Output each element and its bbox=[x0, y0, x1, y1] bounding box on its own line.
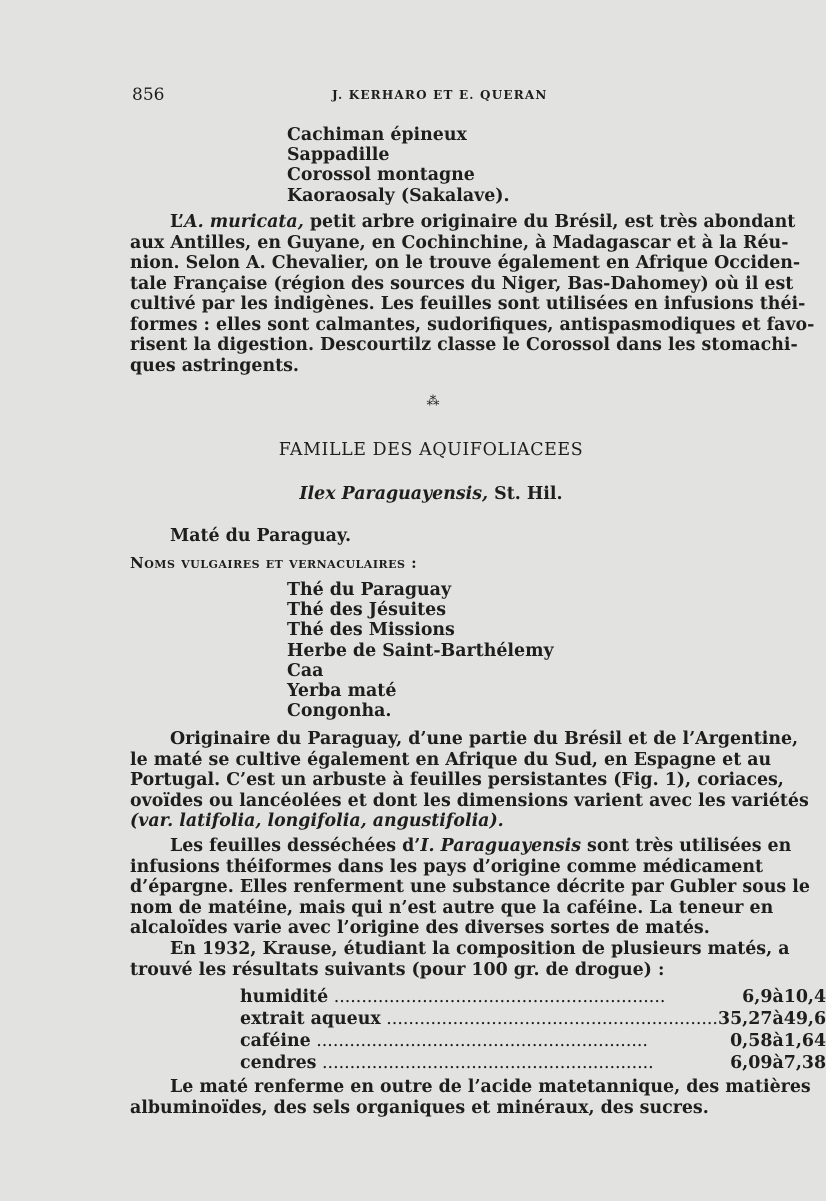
list-item: Yerba maté bbox=[287, 680, 397, 701]
text-line: infusions théiformes dans les pays d’origine comme médicament bbox=[130, 856, 764, 877]
table-row bbox=[240, 1052, 826, 1074]
row-separator: à bbox=[772, 1053, 784, 1073]
leader-dots: ............................................................ bbox=[310, 1031, 648, 1051]
row-max-value: 49,6 bbox=[783, 1009, 826, 1029]
row-min-value: 35,27 bbox=[717, 1009, 773, 1029]
text-line: Le maté renferme en outre de l’acide matetannique, des matières bbox=[170, 1077, 811, 1097]
page-header bbox=[132, 85, 732, 107]
leader-dots: ............................................................ bbox=[316, 1053, 654, 1073]
leaves-paragraph bbox=[130, 836, 810, 939]
noms-heading: Noms vulgaires et vernaculaires : bbox=[130, 554, 418, 572]
list-item: Corossol montagne bbox=[287, 165, 475, 186]
text-line: risent la digestion. Descourtilz classe le Corossol dans les stomachi- bbox=[130, 335, 798, 355]
list-item: Herbe de Saint-Barthélemy bbox=[287, 640, 554, 661]
row-label: cendres ............................................................ bbox=[240, 1053, 654, 1073]
running-head: J. KERHARO ET E. QUERAN bbox=[332, 88, 548, 102]
page-number: 856 bbox=[132, 85, 165, 105]
section-separator-asterism: ⁂ bbox=[426, 394, 440, 409]
species-italic: I. Paraguayensis bbox=[420, 836, 581, 856]
text-line: d’épargne. Elles renferment une substance décrite par Gubler sous le bbox=[130, 877, 810, 897]
results-table bbox=[240, 986, 826, 1074]
text-line: formes : elles sont calmantes, sudorifiques, antispasmodiques et favo- bbox=[130, 314, 815, 335]
origin-paragraph bbox=[130, 729, 809, 832]
annona-paragraph bbox=[130, 212, 815, 376]
text-line: nion. Selon A. Chevalier, on le trouve également en Afrique Occiden- bbox=[130, 253, 801, 273]
row-label: humidité ............................................................ bbox=[240, 987, 666, 1007]
list-item: Congonha. bbox=[287, 701, 392, 722]
row-label: extrait aqueux ............................................................ bbox=[240, 1009, 718, 1029]
list-item: Thé des Jésuites bbox=[287, 600, 446, 621]
row-separator: à bbox=[772, 1009, 784, 1029]
text-line: le maté se cultive également en Afrique du Sud, en Espagne et au bbox=[130, 749, 772, 770]
species-italic: A. muricata, bbox=[184, 212, 304, 232]
row-separator: à bbox=[772, 1031, 784, 1051]
text-line: (var. latifolia, longifolia, angustifolia). bbox=[130, 811, 504, 831]
text-line: Portugal. C’est un arbuste à feuilles persistantes (Fig. 1), coriaces, bbox=[130, 770, 784, 790]
row-min-value: 0,58 bbox=[730, 1031, 773, 1051]
text-line: Originaire du Paraguay, d’une partie du Brésil et de l’Argentine, bbox=[170, 729, 799, 749]
row-max-value: 7,38 bbox=[783, 1053, 826, 1073]
mate-common-names bbox=[287, 580, 554, 721]
list-item: Sappadille bbox=[287, 145, 390, 166]
row-max-value: 10,4 bbox=[783, 987, 826, 1007]
text-line: ovoïdes ou lancéolées et dont les dimensions varient avec les variétés bbox=[130, 790, 809, 811]
row-label: caféine ............................................................ bbox=[240, 1031, 648, 1051]
list-item: Kaoraosaly (Sakalave). bbox=[287, 185, 510, 206]
list-item: Thé des Missions bbox=[287, 620, 455, 641]
leader-dots: ............................................................ bbox=[328, 987, 666, 1007]
annona-common-names bbox=[287, 125, 510, 206]
list-item: Caa bbox=[287, 660, 324, 681]
species-name: Ilex Paraguayensis, bbox=[299, 484, 489, 504]
family-heading: FAMILLE DES AQUIFOLIACEES bbox=[278, 440, 584, 460]
table-row bbox=[240, 986, 826, 1008]
list-item: Cachiman épineux bbox=[287, 125, 467, 145]
row-min-value: 6,9 bbox=[742, 987, 773, 1007]
text-line: tale Française (région des sources du Niger, Bas-Dahomey) où il est bbox=[130, 273, 794, 294]
closing-paragraph bbox=[130, 1077, 811, 1118]
text-line: Les feuilles desséchées d’I. Paraguayensis sont très utilisées en bbox=[170, 836, 792, 856]
row-separator: à bbox=[772, 987, 784, 1007]
table-row bbox=[240, 1008, 826, 1030]
species-heading bbox=[130, 484, 732, 504]
krause-paragraph bbox=[130, 939, 790, 980]
leader-dots: ............................................................ bbox=[380, 1009, 718, 1029]
table-row bbox=[240, 1030, 826, 1052]
row-min-value: 6,09 bbox=[730, 1053, 773, 1073]
row-max-value: 1,64 bbox=[783, 1031, 826, 1051]
text-line: ques astringents. bbox=[130, 355, 299, 376]
text-line: aux Antilles, en Guyane, en Cochinchine, à Madagascar et à la Réu- bbox=[130, 232, 789, 253]
common-name: Maté du Paraguay. bbox=[170, 526, 352, 546]
text-line: En 1932, Krause, étudiant la composition de plusieurs matés, a bbox=[170, 939, 790, 959]
text-line: alcaloïdes varie avec l’origine des diverses sortes de matés. bbox=[130, 918, 710, 938]
species-author: St. Hil. bbox=[488, 484, 563, 504]
text-line: nom de matéine, mais qui n’est autre que la caféine. La teneur en bbox=[130, 897, 774, 918]
text-line: albuminoïdes, des sels organiques et minéraux, des sucres. bbox=[130, 1097, 709, 1118]
text-line: L’A. muricata, petit arbre originaire du Brésil, est très abondant bbox=[170, 212, 796, 232]
text-line: cultivé par les indigènes. Les feuilles sont utilisées en infusions théi- bbox=[130, 294, 806, 314]
text-line: trouvé les résultats suivants (pour 100 gr. de drogue) : bbox=[130, 959, 665, 980]
list-item: Thé du Paraguay bbox=[287, 580, 452, 600]
